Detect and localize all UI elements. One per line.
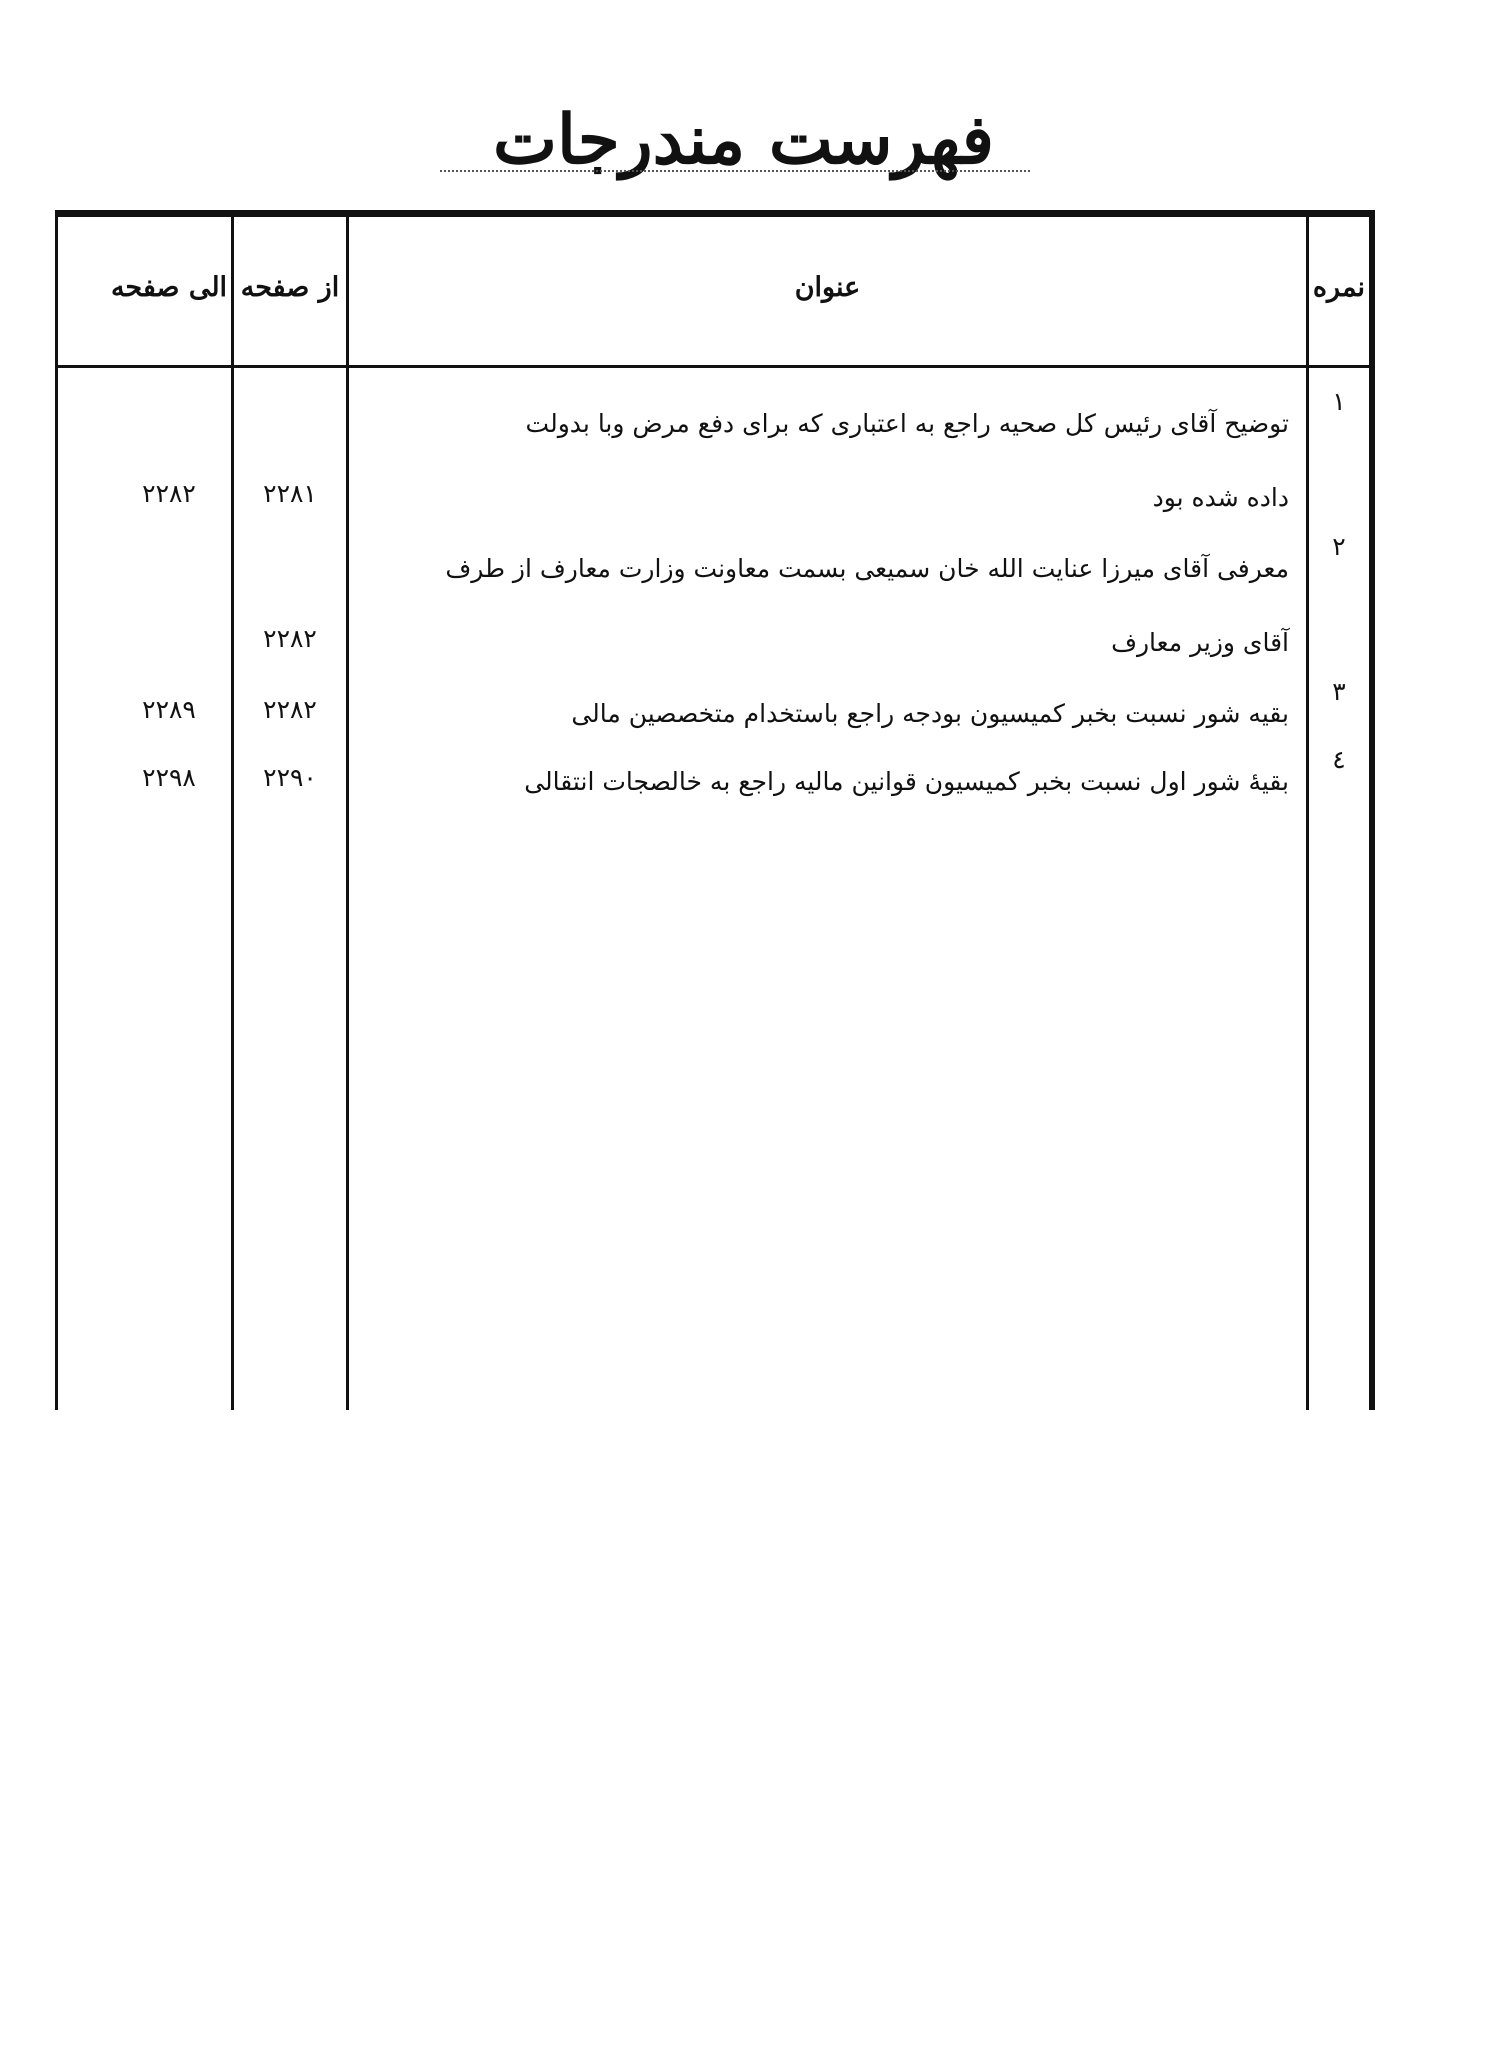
column-divider-title xyxy=(346,217,349,1410)
entry-number: ٤ xyxy=(1332,745,1346,774)
entry-title xyxy=(369,677,1289,751)
entry-from-page: ۲۲۸۲ xyxy=(263,624,317,653)
entry-title-line: معرفی آقای میرزا عنایت الله خان سمیعی بسمت معاونت وزارت معارف از طرف xyxy=(445,554,1289,583)
entry-title xyxy=(369,745,1289,819)
header-number: نمره xyxy=(1312,272,1366,303)
entry-title-line: بقیه شور نسبت بخبر کمیسیون بودجه راجع باستخدام متخصصین مالی xyxy=(571,699,1289,728)
entry-number: ۳ xyxy=(1332,677,1346,706)
entry-number: ۲ xyxy=(1332,532,1346,561)
entry-title-line: آقای وزیر معارف xyxy=(1111,628,1289,657)
entry-from-page: ۲۲۸۲ xyxy=(263,695,317,724)
entry-from-page: ۲۲۸۱ xyxy=(263,479,317,508)
entry-number: ۱ xyxy=(1332,387,1346,416)
entry-title-line: توضیح آقای رئیس کل صحیه راجع به اعتباری که برای دفع مرض وبا بدولت xyxy=(525,409,1289,438)
header-from-page: از صفحه xyxy=(240,272,340,303)
header-title: عنوان xyxy=(794,272,861,303)
contents-table xyxy=(55,210,1375,1410)
header-to-page: الی صفحه xyxy=(110,272,228,303)
entry-to-page: ۲۲۸۲ xyxy=(142,479,196,508)
header-divider xyxy=(58,365,1369,368)
entry-to-page: ۲۲۹۸ xyxy=(142,763,196,792)
entry-from-page: ۲۲۹۰ xyxy=(263,763,317,792)
page-title: فهرست مندرجات xyxy=(492,100,995,180)
entry-title-line: داده شده بود xyxy=(1152,483,1289,512)
column-divider-from xyxy=(231,217,234,1410)
title-underline xyxy=(440,170,1030,172)
entry-title-line: بقیهٔ شور اول نسبت بخبر کمیسیون قوانین مالیه راجع به خالصجات انتقالی xyxy=(524,767,1289,796)
entry-title xyxy=(369,532,1289,680)
entry-to-page: ۲۲۸۹ xyxy=(142,695,196,724)
entry-title xyxy=(369,387,1289,535)
